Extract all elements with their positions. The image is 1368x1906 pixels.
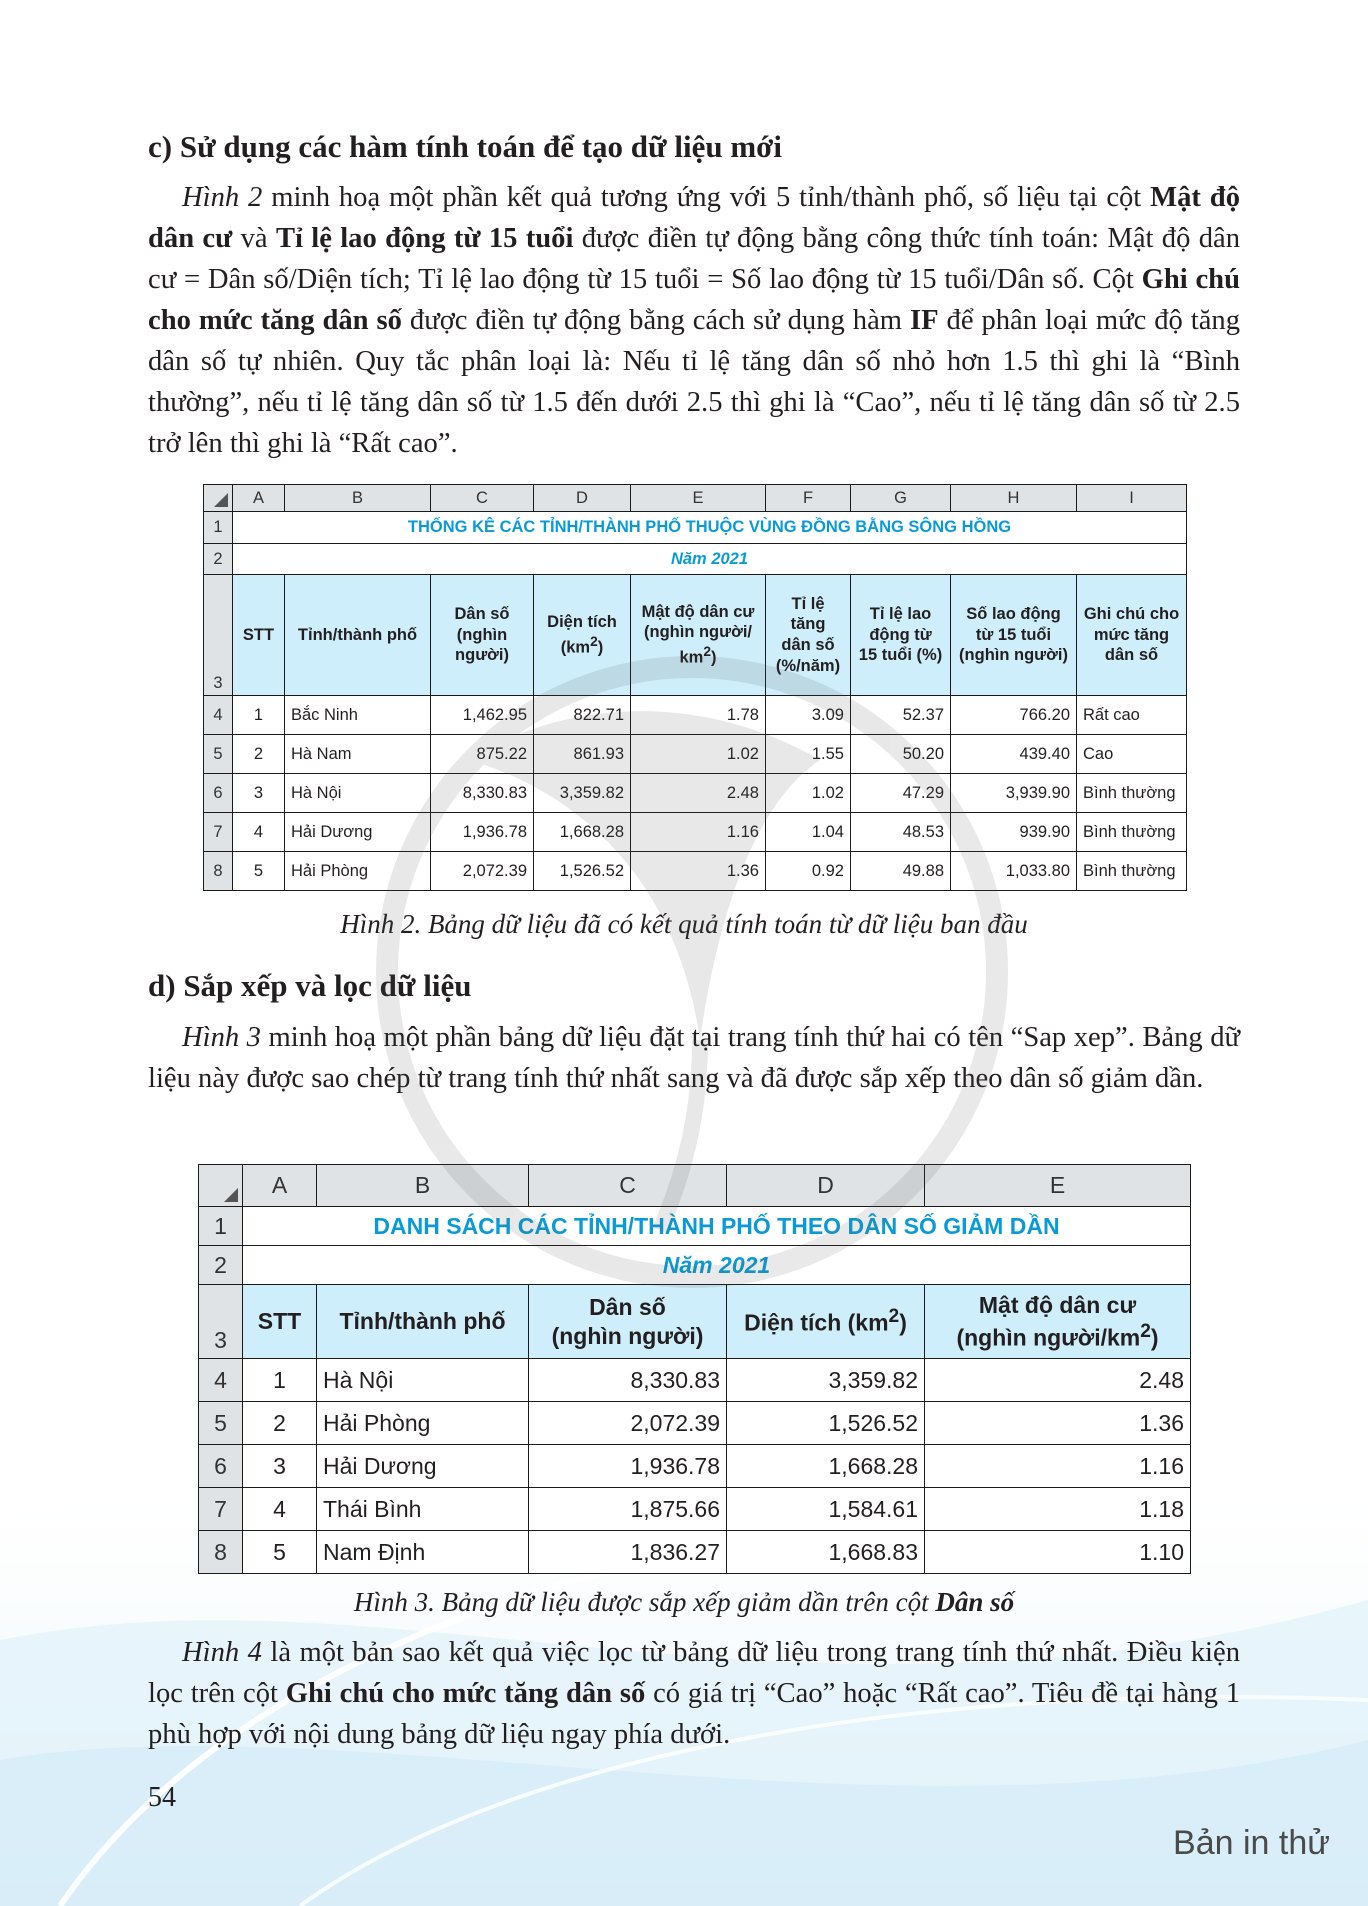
cell-density[interactable]: 1.36 bbox=[925, 1402, 1191, 1445]
cell-area[interactable]: 1,526.52 bbox=[727, 1402, 925, 1445]
cell-labor-rate[interactable]: 50.20 bbox=[851, 735, 951, 774]
cell-province[interactable]: Nam Định bbox=[317, 1531, 529, 1574]
cell-labor-rate[interactable]: 52.37 bbox=[851, 696, 951, 735]
cell-area[interactable]: 1,668.28 bbox=[727, 1445, 925, 1488]
cell-province[interactable]: Hà Nội bbox=[317, 1359, 529, 1402]
row-header-7[interactable]: 7 bbox=[204, 813, 233, 852]
header-province: Tỉnh/thành phố bbox=[317, 1285, 529, 1359]
row-header-2[interactable]: 2 bbox=[199, 1246, 243, 1285]
table-row bbox=[204, 852, 1187, 891]
section-d-paragraph: Hình 3 minh hoạ một phần bảng dữ liệu đặt tại trang tính thứ hai có tên “Sap xep”. Bảng dữ liệu này được sao chép từ trang tính thứ nhất sang và đã được sắp xếp theo dân số giảm dần. bbox=[148, 1022, 1240, 1094]
header-density: Mật độ dân cư (nghìn người/$km^2$) bbox=[925, 1285, 1191, 1359]
header-stt: STT bbox=[243, 1285, 317, 1359]
cell-stt[interactable]: 4 bbox=[233, 813, 285, 852]
table-title: THỐNG KÊ CÁC TỈNH/THÀNH PHỐ THUỘC VÙNG ĐỒNG BẰNG SÔNG HỒNG bbox=[233, 512, 1187, 544]
header-density: Mật độ dân cư (nghìn người/ $km^2$) bbox=[631, 575, 766, 696]
cell-labor-rate[interactable]: 47.29 bbox=[851, 774, 951, 813]
cell-area[interactable]: 3,359.82 bbox=[727, 1359, 925, 1402]
row-header-1[interactable]: 1 bbox=[204, 512, 233, 544]
cell-density[interactable]: 2.48 bbox=[631, 774, 766, 813]
cell-growth-note[interactable]: Bình thường bbox=[1077, 774, 1187, 813]
cell-province[interactable]: Hải Dương bbox=[317, 1445, 529, 1488]
table-row bbox=[199, 1359, 1191, 1402]
cell-population[interactable]: 1,836.27 bbox=[529, 1531, 727, 1574]
cell-growth-note[interactable]: Bình thường bbox=[1077, 852, 1187, 891]
col-header-e[interactable]: E bbox=[631, 485, 766, 512]
header-area: Diện tích $(km^2)$ bbox=[534, 575, 631, 696]
cell-stt[interactable]: 5 bbox=[233, 852, 285, 891]
table-row bbox=[204, 813, 1187, 852]
figure-3-caption: Hình 3. Bảng dữ liệu được sắp xếp giảm dần trên cột Dân số bbox=[353, 1587, 1015, 1617]
cell-stt[interactable]: 1 bbox=[233, 696, 285, 735]
cell-labor-count[interactable]: 1,033.80 bbox=[951, 852, 1077, 891]
col-header-b[interactable]: B bbox=[317, 1165, 529, 1207]
cell-density[interactable]: 1.16 bbox=[925, 1445, 1191, 1488]
header-growth-note: Ghi chú cho mức tăng dân số bbox=[1077, 575, 1187, 696]
cell-density[interactable]: 1.78 bbox=[631, 696, 766, 735]
cell-growth-note[interactable]: Cao bbox=[1077, 735, 1187, 774]
population-stats-table bbox=[203, 484, 1187, 891]
table-row bbox=[199, 1445, 1191, 1488]
header-growth-rate: Tỉ lệ tăng dân số (%/năm) bbox=[766, 575, 851, 696]
cell-labor-count[interactable]: 766.20 bbox=[951, 696, 1077, 735]
cell-density[interactable]: 1.16 bbox=[631, 813, 766, 852]
page-number: 54 bbox=[148, 1782, 176, 1813]
row-header-3[interactable]: 3 bbox=[204, 575, 233, 696]
cell-stt[interactable]: 3 bbox=[233, 774, 285, 813]
header-population: Dân số (nghìn người) bbox=[431, 575, 534, 696]
table-title: DANH SÁCH CÁC TỈNH/THÀNH PHỐ THEO DÂN SỐ GIẢM DẦN bbox=[243, 1207, 1191, 1246]
cell-labor-count[interactable]: 3,939.90 bbox=[951, 774, 1077, 813]
table-subtitle: Năm 2021 bbox=[233, 544, 1187, 575]
header-labor-rate: Tỉ lệ lao động từ 15 tuổi (%) bbox=[851, 575, 951, 696]
cell-growth-rate[interactable]: 3.09 bbox=[766, 696, 851, 735]
cell-province[interactable]: Hà Nam bbox=[285, 735, 431, 774]
col-header-e[interactable]: E bbox=[925, 1165, 1191, 1207]
row-header-4[interactable]: 4 bbox=[199, 1359, 243, 1402]
cell-population[interactable]: 2,072.39 bbox=[431, 852, 534, 891]
cell-area[interactable]: 1,668.28 bbox=[534, 813, 631, 852]
cell-density[interactable]: 1.02 bbox=[631, 735, 766, 774]
col-header-d[interactable]: D bbox=[727, 1165, 925, 1207]
cell-growth-rate[interactable]: 1.55 bbox=[766, 735, 851, 774]
header-area: Diện tích $(km^2)$ bbox=[727, 1285, 925, 1359]
col-header-a[interactable]: A bbox=[243, 1165, 317, 1207]
table-row bbox=[204, 696, 1187, 735]
cell-population[interactable]: 8,330.83 bbox=[431, 774, 534, 813]
cell-labor-count[interactable]: 939.90 bbox=[951, 813, 1077, 852]
cell-stt[interactable]: 2 bbox=[233, 735, 285, 774]
table-subtitle: Năm 2021 bbox=[243, 1246, 1191, 1285]
col-header-a[interactable]: A bbox=[233, 485, 285, 512]
cell-province[interactable]: Hải Phòng bbox=[317, 1402, 529, 1445]
print-proof-mark: Bản in thử bbox=[1173, 1824, 1330, 1862]
cell-growth-rate[interactable]: 1.02 bbox=[766, 774, 851, 813]
cell-growth-rate[interactable]: 0.92 bbox=[766, 852, 851, 891]
table-row bbox=[204, 774, 1187, 813]
cell-area[interactable]: 3,359.82 bbox=[534, 774, 631, 813]
figure-2-caption: Hình 2. Bảng dữ liệu đã có kết quả tính toán từ dữ liệu ban đầu bbox=[340, 909, 1028, 939]
cell-area[interactable]: 1,526.52 bbox=[534, 852, 631, 891]
cell-growth-note[interactable]: Rất cao bbox=[1077, 696, 1187, 735]
cell-density[interactable]: 2.48 bbox=[925, 1359, 1191, 1402]
row-header-4[interactable]: 4 bbox=[204, 696, 233, 735]
cell-population[interactable]: 8,330.83 bbox=[529, 1359, 727, 1402]
cell-province[interactable]: Hải Dương bbox=[285, 813, 431, 852]
col-header-b[interactable]: B bbox=[285, 485, 431, 512]
header-province: Tỉnh/thành phố bbox=[285, 575, 431, 696]
row-header-8[interactable]: 8 bbox=[199, 1531, 243, 1574]
section-c-paragraph: Hình 2 minh hoạ một phần kết quả tương ứng với 5 tỉnh/thành phố, số liệu tại cột Mật độ dân cư và Tỉ lệ lao động từ 15 tuổi được điền tự động bằng công thức tính toán: Mật độ dân cư = Dân số/Diện tích; Tỉ lệ lao động từ 15 tuổi = Số lao động từ 15 tuổi/Dân số. Cột Ghi chú cho mức tăng dân số được điền tự động bằng cách sử dụng hàm IF để phân loại mức độ tăng dân số tự nhiên. Quy tắc phân loại là: Nếu tỉ lệ tăng dân số nhỏ hơn 1.5 thì ghi là “Bình thường”, nếu tỉ lệ tăng dân số từ 1.5 đến dưới 2.5 thì ghi là “Cao”, nếu tỉ lệ tăng dân số từ 2.5 trở lên thì ghi là “Rất cao”. bbox=[148, 182, 1241, 459]
cell-stt[interactable]: 5 bbox=[243, 1531, 317, 1574]
row-header-5[interactable]: 5 bbox=[204, 735, 233, 774]
header-population: Dân số (nghìn người) bbox=[529, 1285, 727, 1359]
cell-stt[interactable]: 4 bbox=[243, 1488, 317, 1531]
table-row bbox=[199, 1531, 1191, 1574]
cell-density[interactable]: 1.18 bbox=[925, 1488, 1191, 1531]
select-all-corner[interactable] bbox=[199, 1165, 243, 1207]
row-header-7[interactable]: 7 bbox=[199, 1488, 243, 1531]
cell-stt[interactable]: 3 bbox=[243, 1445, 317, 1488]
section-c-heading: c) Sử dụng các hàm tính toán để tạo dữ liệu mới bbox=[148, 129, 782, 164]
cell-population[interactable]: 1,936.78 bbox=[529, 1445, 727, 1488]
row-header-5[interactable]: 5 bbox=[199, 1402, 243, 1445]
col-header-c[interactable]: C bbox=[529, 1165, 727, 1207]
col-header-g[interactable]: G bbox=[851, 485, 951, 512]
row-header-2[interactable]: 2 bbox=[204, 544, 233, 575]
sorted-population-table bbox=[198, 1164, 1191, 1574]
cell-area[interactable]: 1,584.61 bbox=[727, 1488, 925, 1531]
cell-stt[interactable]: 2 bbox=[243, 1402, 317, 1445]
row-header-8[interactable]: 8 bbox=[204, 852, 233, 891]
table-row bbox=[199, 1488, 1191, 1531]
cell-labor-rate[interactable]: 49.88 bbox=[851, 852, 951, 891]
cell-province[interactable]: Hà Nội bbox=[285, 774, 431, 813]
cell-area[interactable]: 822.71 bbox=[534, 696, 631, 735]
col-header-h[interactable]: H bbox=[951, 485, 1077, 512]
col-header-i[interactable]: I bbox=[1077, 485, 1187, 512]
select-all-corner[interactable] bbox=[204, 485, 233, 512]
cell-density[interactable]: 1.36 bbox=[631, 852, 766, 891]
cell-province[interactable]: Bắc Ninh bbox=[285, 696, 431, 735]
section-e-paragraph: Hình 4 là một bản sao kết quả việc lọc từ bảng dữ liệu trong trang tính thứ nhất. Điều kiện lọc trên cột Ghi chú cho mức tăng dân số có giá trị “Cao” hoặc “Rất cao”. Tiêu đề tại hàng 1 phù hợp với nội dung bảng dữ liệu ngay phía dưới. bbox=[148, 1637, 1240, 1750]
cell-growth-rate[interactable]: 1.04 bbox=[766, 813, 851, 852]
cell-province[interactable]: Thái Bình bbox=[317, 1488, 529, 1531]
section-d-heading: d) Sắp xếp và lọc dữ liệu bbox=[148, 968, 472, 1003]
col-header-f[interactable]: F bbox=[766, 485, 851, 512]
cell-population[interactable]: 1,936.78 bbox=[431, 813, 534, 852]
cell-population[interactable]: 2,072.39 bbox=[529, 1402, 727, 1445]
cell-labor-count[interactable]: 439.40 bbox=[951, 735, 1077, 774]
col-header-d[interactable]: D bbox=[534, 485, 631, 512]
cell-population[interactable]: 1,875.66 bbox=[529, 1488, 727, 1531]
cell-province[interactable]: Hải Phòng bbox=[285, 852, 431, 891]
row-header-1[interactable]: 1 bbox=[199, 1207, 243, 1246]
cell-population[interactable]: 1,462.95 bbox=[431, 696, 534, 735]
row-header-6[interactable]: 6 bbox=[204, 774, 233, 813]
row-header-6[interactable]: 6 bbox=[199, 1445, 243, 1488]
row-header-3[interactable]: 3 bbox=[199, 1285, 243, 1359]
cell-density[interactable]: 1.10 bbox=[925, 1531, 1191, 1574]
header-stt: STT bbox=[233, 575, 285, 696]
col-header-c[interactable]: C bbox=[431, 485, 534, 512]
cell-population[interactable]: 875.22 bbox=[431, 735, 534, 774]
cell-area[interactable]: 1,668.83 bbox=[727, 1531, 925, 1574]
cell-labor-rate[interactable]: 48.53 bbox=[851, 813, 951, 852]
cell-stt[interactable]: 1 bbox=[243, 1359, 317, 1402]
cell-growth-note[interactable]: Bình thường bbox=[1077, 813, 1187, 852]
cell-area[interactable]: 861.93 bbox=[534, 735, 631, 774]
table-row bbox=[204, 735, 1187, 774]
header-labor-count: Số lao động từ 15 tuổi (nghìn người) bbox=[951, 575, 1077, 696]
table-row bbox=[199, 1402, 1191, 1445]
